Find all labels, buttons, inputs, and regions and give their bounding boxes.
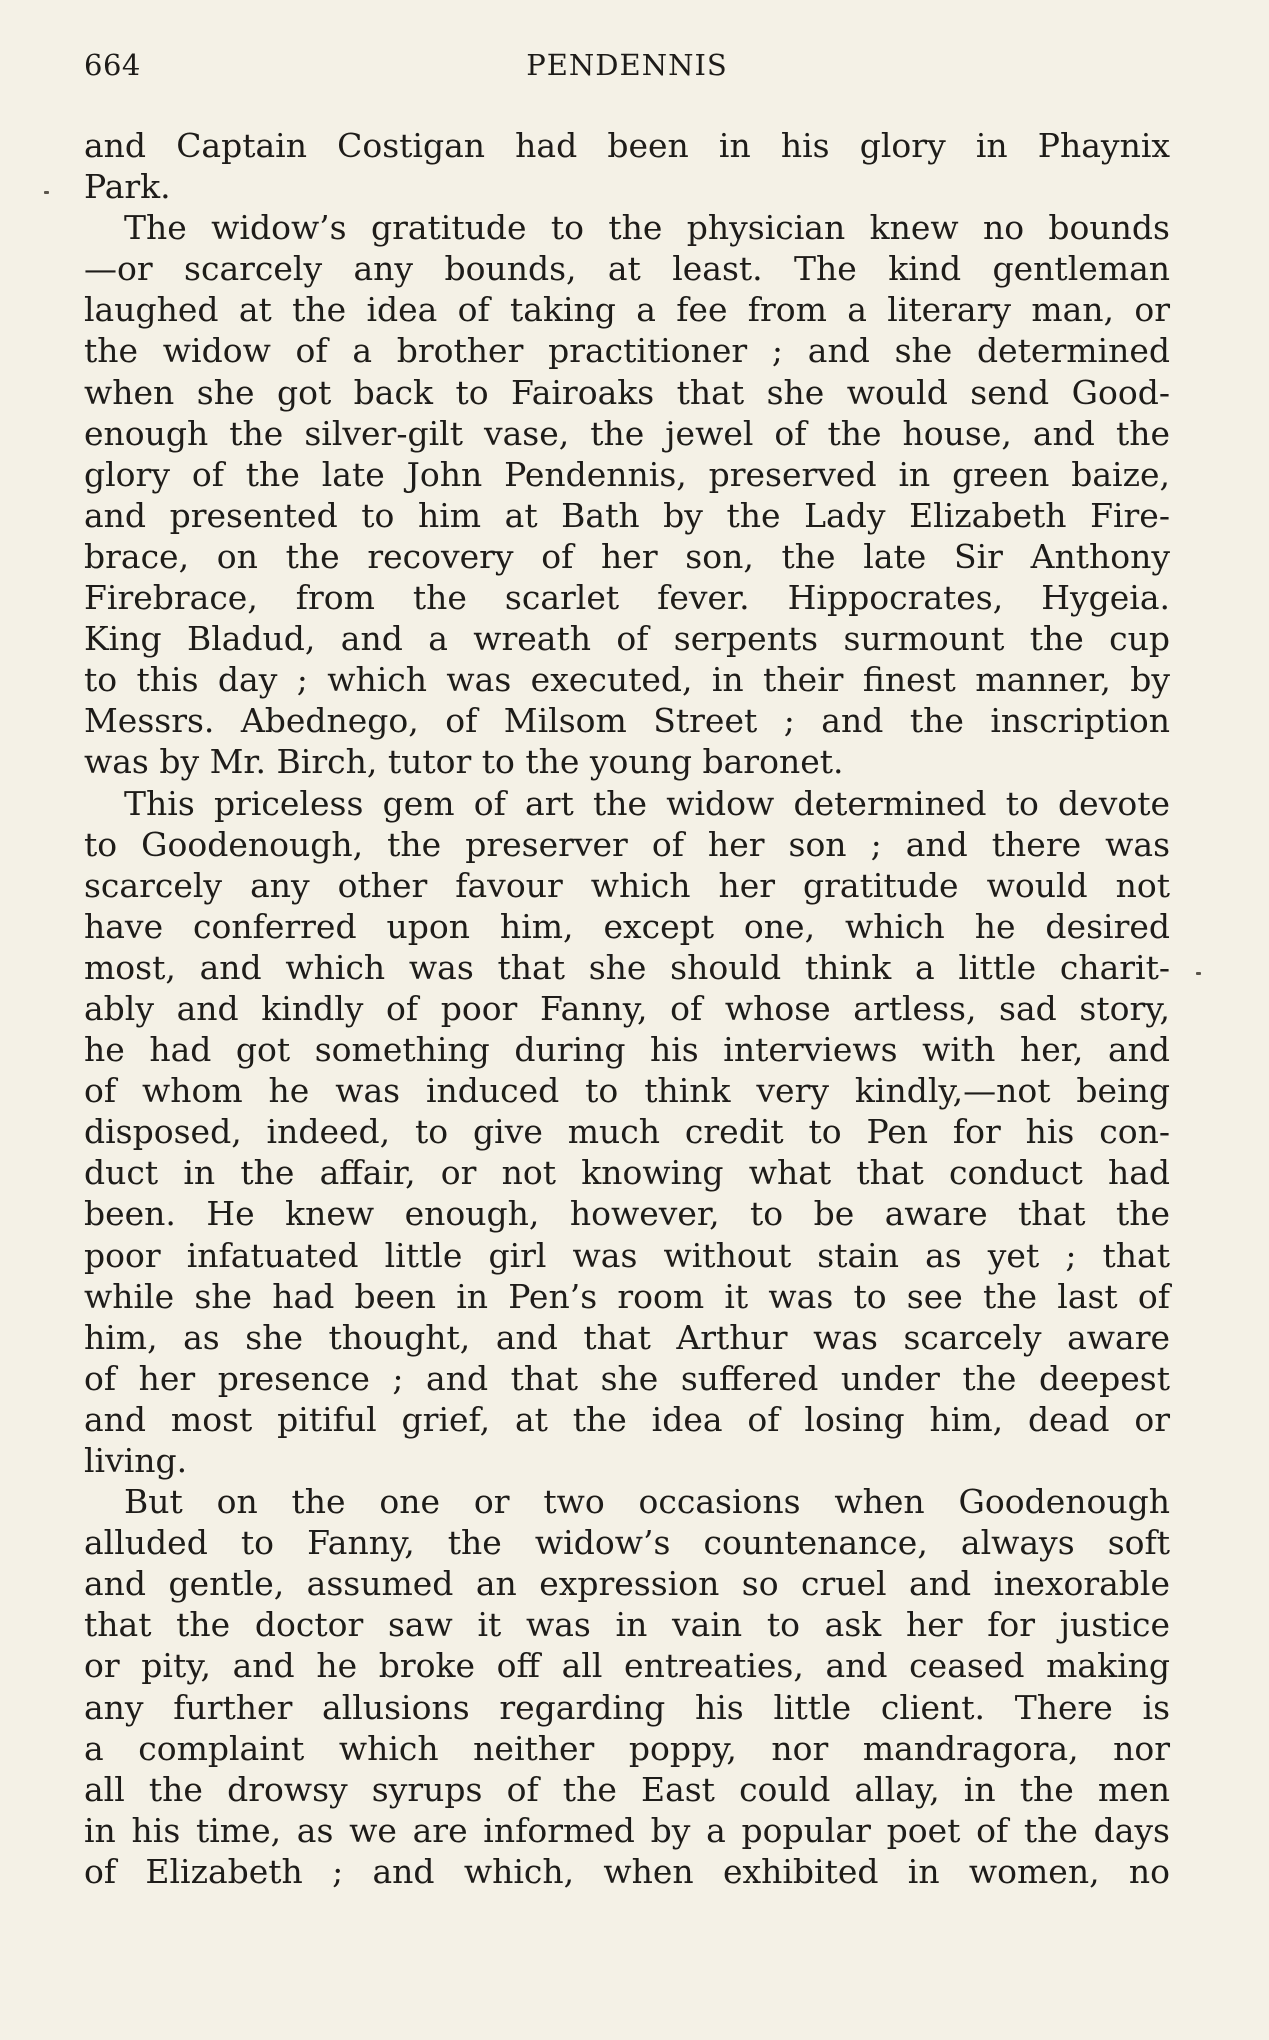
text-line: This priceless gem of art the widow determined to devote	[124, 783, 1170, 823]
text-line: to Goodenough, the preserver of her son ; and there was	[84, 824, 1170, 864]
text-line: Park.	[84, 167, 171, 207]
text-line: disposed, indeed, to give much credit to Pen for his con-	[84, 1112, 1170, 1152]
text-line: brace, on the recovery of her son, the late Sir Anthony	[84, 536, 1170, 576]
text-line: and Captain Costigan had been in his glory in Phaynix	[84, 126, 1170, 165]
text-line: living.	[84, 1441, 188, 1480]
text-line: to this day ; which was executed, in their finest manner, by	[84, 660, 1170, 700]
text-line: and gentle, assumed an expression so cruel and inexorable	[84, 1564, 1170, 1604]
text-line: alluded to Fanny, the widow’s countenance, always soft	[84, 1523, 1170, 1563]
text-line: of Elizabeth ; and which, when exhibited in women, no	[84, 1851, 1170, 1891]
text-line: Messrs. Abednego, of Milsom Street ; and the inscription	[84, 701, 1170, 741]
text-line: that the doctor saw it was in vain to ask her for justice	[84, 1605, 1170, 1645]
text-line: have conferred upon him, except one, which he desired	[84, 906, 1170, 946]
text-line: —or scarcely any bounds, at least. The kind gentleman	[84, 249, 1170, 289]
text-line: of her presence ; and that she suffered under the deepest	[84, 1358, 1170, 1398]
text-line: him, as she thought, and that Arthur was scarcely aware	[84, 1317, 1170, 1357]
text-line: enough the silver-gilt vase, the jewel of the house, and the	[84, 413, 1170, 453]
body-text	[84, 125, 1170, 1892]
margin-mark	[44, 191, 49, 194]
text-line: and most pitiful grief, at the idea of losing him, dead or	[84, 1399, 1170, 1439]
text-line: duct in the affair, or not knowing what that conduct had	[84, 1153, 1170, 1193]
text-line: in his time, as we are informed by a popular poet of the days	[84, 1810, 1170, 1850]
text-line: and presented to him at Bath by the Lady Elizabeth Fire-	[84, 495, 1170, 535]
text-line: ably and kindly of poor Fanny, of whose artless, sad story,	[84, 988, 1170, 1028]
text-line: he had got something during his interviews with her, and	[84, 1030, 1170, 1070]
text-line: scarcely any other favour which her gratitude would not	[84, 865, 1170, 905]
text-line: The widow’s gratitude to the physician knew no bounds	[124, 208, 1170, 248]
running-title: PENDENNIS	[526, 48, 728, 82]
text-line: most, and which was that she should think a little charit-	[84, 947, 1170, 987]
text-line: But on the one or two occasions when Goodenough	[124, 1482, 1170, 1522]
text-line: or pity, and he broke off all entreaties, and ceased making	[84, 1646, 1170, 1686]
text-line: a complaint which neither poppy, nor mandragora, nor	[84, 1728, 1170, 1768]
text-line: the widow of a brother practitioner ; and she determined	[84, 331, 1170, 371]
text-line: laughed at the idea of taking a fee from a literary man, or	[84, 290, 1170, 330]
text-line: King Bladud, and a wreath of serpents surmount the cup	[84, 619, 1170, 659]
text-line: any further allusions regarding his little client. There is	[84, 1687, 1170, 1727]
page-header	[84, 48, 1170, 92]
text-line: was by Mr. Birch, tutor to the young baronet.	[84, 742, 844, 782]
text-line: when she got back to Fairoaks that she would send Good-	[84, 372, 1170, 412]
text-line: of whom he was induced to think very kindly,—not being	[84, 1071, 1170, 1111]
text-line: glory of the late John Pendennis, preserved in green baize,	[84, 454, 1170, 494]
text-line: been. He knew enough, however, to be aware that the	[84, 1194, 1170, 1234]
text-line: all the drowsy syrups of the East could allay, in the men	[84, 1769, 1170, 1809]
margin-mark	[1196, 972, 1201, 975]
text-line: poor infatuated little girl was without stain as yet ; that	[84, 1235, 1170, 1275]
text-line: Firebrace, from the scarlet fever. Hippocrates, Hygeia.	[84, 578, 1170, 618]
text-line: while she had been in Pen’s room it was to see the last of	[84, 1276, 1170, 1316]
page-number: 664	[84, 48, 141, 82]
